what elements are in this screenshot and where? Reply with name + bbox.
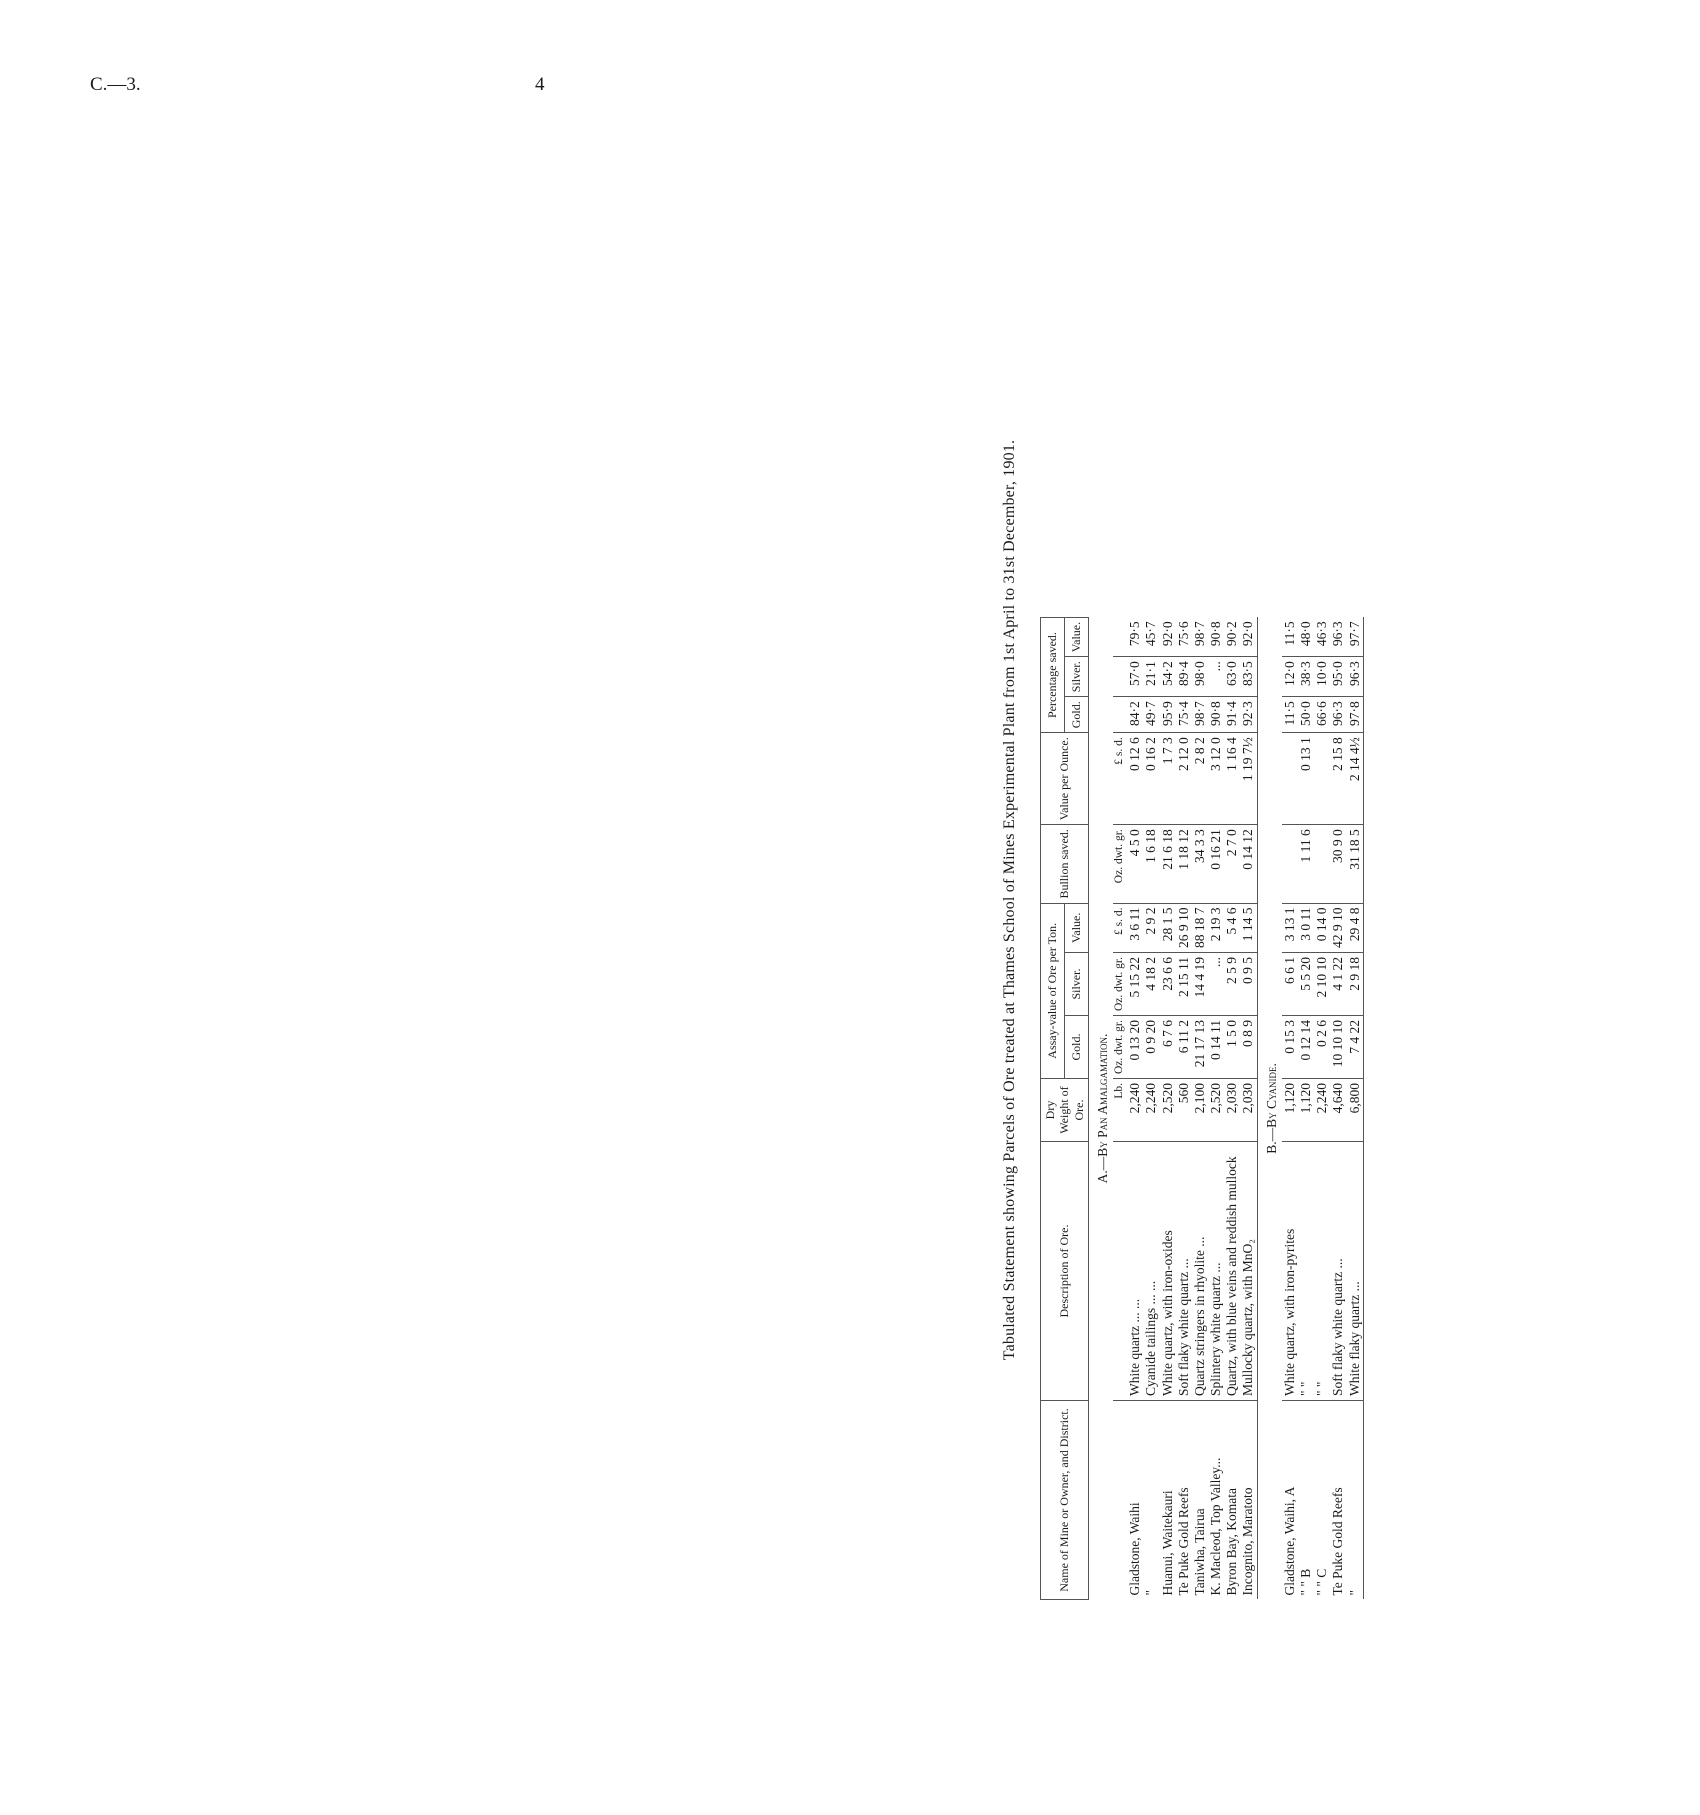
cell-vpo: 0 12 6: [1127, 733, 1143, 825]
cell-desc: White quartz, with iron-pyrites: [1282, 1142, 1298, 1401]
page-number: 4: [535, 74, 545, 95]
cell-ps: 38·3: [1298, 657, 1314, 697]
cell-pg: 49·7: [1143, 697, 1159, 733]
cell-silver: 4 1 22: [1330, 953, 1346, 1016]
cell-pg: 92·3: [1240, 697, 1257, 733]
cell-vpo: [1314, 733, 1330, 825]
cell-gold: 0 13 20: [1127, 1016, 1143, 1079]
cell-pg: 91·4: [1224, 697, 1240, 733]
cell-bullion: 30 9 0: [1330, 825, 1346, 903]
col-weight: Dry Weight of Ore.: [1041, 1079, 1089, 1142]
cell-bullion: [1282, 825, 1298, 903]
table-row: [1208, 617, 1224, 1599]
cell-gold: 6 11 2: [1176, 1016, 1192, 1079]
section-title: B.—By Cyanide.: [1263, 1063, 1279, 1154]
cell-pv: 48·0: [1298, 617, 1314, 656]
unit-cell: [1113, 1401, 1127, 1600]
cell-gold: 0 14 11: [1208, 1016, 1224, 1079]
table-body: [1089, 617, 1364, 1599]
cell-desc: Soft flaky white quartz ...: [1330, 1142, 1346, 1401]
cell-mine: Te Puke Gold Reefs: [1175, 1487, 1191, 1596]
cell-pg: 96·3: [1330, 697, 1346, 733]
table-row: [1298, 617, 1314, 1599]
cell-vpo: 1 19 7½: [1240, 733, 1257, 825]
unit-cell: Oz. dwt. gr.: [1113, 825, 1127, 903]
col-assay-silver: Silver.: [1065, 953, 1089, 1016]
cell-silver: 6 6 1: [1282, 953, 1298, 1016]
col-bullion: Bullion saved.: [1041, 825, 1089, 903]
cell-bullion: 34 3 3: [1192, 825, 1208, 903]
unit-cell: £ s. d.: [1113, 903, 1127, 953]
cell-bullion: 4 5 0: [1127, 825, 1143, 903]
table-row: [1176, 617, 1192, 1599]
cell-mine: ": [1143, 1589, 1159, 1596]
cell-vpo: 0 16 2: [1143, 733, 1159, 825]
col-pct-gold: Gold.: [1065, 697, 1089, 733]
cell-mine: " " C: [1314, 1568, 1330, 1596]
col-assay-gold: Gold.: [1065, 1016, 1089, 1079]
cell-pg: 11·5: [1282, 697, 1298, 733]
cell-pv: 90·8: [1208, 617, 1224, 656]
cell-gold: 21 17 13: [1192, 1016, 1208, 1079]
cell-desc: Soft flaky white quartz ...: [1176, 1142, 1192, 1401]
table-row: [1347, 617, 1364, 1599]
cell-ps: 96·3: [1347, 657, 1364, 697]
cell-ps: 54·2: [1160, 657, 1176, 697]
cell-gold: 0 9 20: [1143, 1016, 1159, 1079]
cell-silver: 5 15 22: [1127, 953, 1143, 1016]
cell-pv: 98·7: [1192, 617, 1208, 656]
col-pct-silver: Silver.: [1065, 657, 1089, 697]
table-row: [1160, 617, 1176, 1599]
cell-pg: 98·7: [1192, 697, 1208, 733]
cell-gold: 6 7 6: [1160, 1016, 1176, 1079]
cell-silver: 2 15 11: [1176, 953, 1192, 1016]
cell-vpo: 2 15 8: [1330, 733, 1346, 825]
unit-cell: Oz. dwt. gr.: [1113, 953, 1127, 1016]
cell-desc: Cyanide tailings ... ...: [1143, 1142, 1159, 1401]
cell-pv: 96·3: [1330, 617, 1346, 656]
cell-bullion: 0 16 21: [1208, 825, 1224, 903]
cell-pv: 46·3: [1314, 617, 1330, 656]
table-row: [1127, 617, 1143, 1599]
cell-ps: 12·0: [1282, 657, 1298, 697]
cell-wt: 2,240: [1127, 1079, 1143, 1142]
cell-value: 0 14 0: [1314, 903, 1330, 953]
cell-vpo: 3 12 0: [1208, 733, 1224, 825]
cell-silver: ...: [1208, 953, 1224, 1016]
cell-vpo: 2 12 0: [1176, 733, 1192, 825]
cell-silver: 2 9 18: [1347, 953, 1364, 1016]
page-ref: C.—3.: [90, 74, 141, 95]
cell-pg: 95·9: [1160, 697, 1176, 733]
section-heading-row: [1257, 617, 1282, 1599]
cell-pg: 84·2: [1127, 697, 1143, 733]
cell-value: 3 6 11: [1127, 903, 1143, 953]
cell-wt: 560: [1176, 1079, 1192, 1142]
cell-desc: White quartz ... ...: [1127, 1142, 1143, 1401]
cell-value: 2 9 2: [1143, 903, 1159, 953]
units-row: [1113, 617, 1127, 1599]
table-row: [1192, 617, 1208, 1599]
cell-mine: Gladstone, Waihi: [1127, 1502, 1143, 1596]
cell-mine: Huanui, Waitekauri: [1159, 1490, 1175, 1596]
table-title: Tabulated Statement showing Parcels of Ore treated at Thames School of Mines Experimental Plant from 1st April to 31st December, 1901.: [1001, 439, 1018, 1361]
cell-vpo: 1 7 3: [1160, 733, 1176, 825]
cell-bullion: 1 6 18: [1143, 825, 1159, 903]
cell-value: 29 4 8: [1347, 903, 1364, 953]
col-mine: Name of Mine or Owner, and District.: [1041, 1401, 1089, 1600]
cell-pg: 75·4: [1176, 697, 1192, 733]
cell-wt: 2,240: [1143, 1079, 1159, 1142]
cell-wt: 2,240: [1314, 1079, 1330, 1142]
cell-mine: Te Puke Gold Reefs: [1330, 1487, 1346, 1596]
cell-gold: 0 8 9: [1240, 1016, 1257, 1079]
col-value-per-ounce: Value per Ounce.: [1041, 733, 1089, 825]
col-description: Description of Ore.: [1041, 1142, 1089, 1401]
cell-ps: 83·5: [1240, 657, 1257, 697]
cell-bullion: 2 7 0: [1224, 825, 1240, 903]
cell-value: 28 1 5: [1160, 903, 1176, 953]
cell-silver: 5 5 20: [1298, 953, 1314, 1016]
cell-value: 3 0 11: [1298, 903, 1314, 953]
cell-pv: 79·5: [1127, 617, 1143, 656]
cell-ps: ...: [1208, 657, 1224, 697]
cell-bullion: 1 11 6: [1298, 825, 1314, 903]
cell-gold: 0 2 6: [1314, 1016, 1330, 1079]
cell-desc: Splintery white quartz ...: [1208, 1142, 1224, 1401]
cell-mine: Byron Bay, Komata: [1224, 1488, 1240, 1596]
cell-vpo: 0 13 1: [1298, 733, 1314, 825]
cell-gold: 0 15 3: [1282, 1016, 1298, 1079]
cell-mine: Taniwha, Tairua: [1191, 1508, 1207, 1596]
cell-mine: ": [1347, 1401, 1364, 1600]
section-heading-row: [1089, 617, 1114, 1599]
cell-wt: 4,640: [1330, 1079, 1346, 1142]
unit-cell: [1113, 697, 1127, 733]
cell-gold: 1 5 0: [1224, 1016, 1240, 1079]
cell-bullion: 0 14 12: [1240, 825, 1257, 903]
table-row: [1240, 617, 1257, 1599]
rotated-table-page: [1000, 200, 1700, 1660]
cell-bullion: 31 18 5: [1347, 825, 1364, 903]
table-row: [1143, 617, 1159, 1599]
cell-vpo: 2 8 2: [1192, 733, 1208, 825]
unit-cell: [1113, 617, 1127, 656]
cell-mine: " " B: [1298, 1568, 1314, 1596]
cell-pg: 97·8: [1347, 697, 1364, 733]
col-percentage: Percentage saved.: [1041, 617, 1065, 732]
cell-value: 26 9 10: [1176, 903, 1192, 953]
ore-table: [1040, 617, 1364, 1600]
cell-pv: 75·6: [1176, 617, 1192, 656]
cell-ps: 10·0: [1314, 657, 1330, 697]
table-row: [1282, 617, 1298, 1599]
cell-vpo: 1 16 4: [1224, 733, 1240, 825]
cell-silver: 14 4 19: [1192, 953, 1208, 1016]
col-pct-value: Value.: [1065, 617, 1089, 656]
cell-ps: 21·1: [1143, 657, 1159, 697]
cell-bullion: [1314, 825, 1330, 903]
unit-cell: Lb.: [1113, 1079, 1127, 1142]
cell-pv: 90·2: [1224, 617, 1240, 656]
cell-desc: Quartz stringers in rhyolite ...: [1192, 1142, 1208, 1401]
cell-desc: White flaky quartz ...: [1347, 1142, 1364, 1401]
cell-value: 1 14 5: [1240, 903, 1257, 953]
cell-desc: " ": [1298, 1142, 1314, 1401]
cell-value: 88 18 7: [1192, 903, 1208, 953]
cell-value: 5 4 6: [1224, 903, 1240, 953]
cell-pv: 97·7: [1347, 617, 1364, 656]
unit-cell: [1113, 657, 1127, 697]
cell-mine: Gladstone, Waihi, A: [1281, 1486, 1297, 1596]
cell-pv: 92·0: [1240, 617, 1257, 656]
cell-wt: 2,520: [1160, 1079, 1176, 1142]
table-row: [1314, 617, 1330, 1599]
cell-wt: 2,030: [1240, 1079, 1257, 1142]
cell-silver: 2 10 10: [1314, 953, 1330, 1016]
cell-mine: Incognito, Maratoto: [1240, 1401, 1257, 1600]
section-title: A.—By Pan Amalgamation.: [1095, 1033, 1111, 1184]
cell-silver: 4 18 2: [1143, 953, 1159, 1016]
unit-cell: Oz. dwt. gr.: [1113, 1016, 1127, 1079]
cell-bullion: 21 6 18: [1160, 825, 1176, 903]
cell-gold: 10 10 10: [1330, 1016, 1346, 1079]
cell-pg: 90·8: [1208, 697, 1224, 733]
cell-gold: 0 12 14: [1298, 1016, 1314, 1079]
cell-vpo: [1282, 733, 1298, 825]
cell-wt: 1,120: [1298, 1079, 1314, 1142]
cell-pg: 66·6: [1314, 697, 1330, 733]
cell-wt: 2,520: [1208, 1079, 1224, 1142]
cell-value: 2 19 3: [1208, 903, 1224, 953]
cell-ps: 89·4: [1176, 657, 1192, 697]
cell-desc: Mullocky quartz, with MnO₂: [1240, 1142, 1257, 1401]
cell-ps: 95·0: [1330, 657, 1346, 697]
cell-gold: 7 4 22: [1347, 1016, 1364, 1079]
cell-value: 3 13 1: [1282, 903, 1298, 953]
cell-desc: " ": [1314, 1142, 1330, 1401]
cell-silver: 23 6 6: [1160, 953, 1176, 1016]
cell-wt: 1,120: [1282, 1079, 1298, 1142]
unit-cell: [1113, 1142, 1127, 1401]
table-row: [1224, 617, 1240, 1599]
cell-pg: 50·0: [1298, 697, 1314, 733]
cell-pv: 45·7: [1143, 617, 1159, 656]
unit-cell: £ s. d.: [1113, 733, 1127, 825]
cell-desc: Quartz, with blue veins and reddish mullock: [1224, 1142, 1240, 1401]
cell-ps: 57·0: [1127, 657, 1143, 697]
cell-ps: 98·0: [1192, 657, 1208, 697]
cell-vpo: 2 14 4½: [1347, 733, 1364, 825]
cell-wt: 6,800: [1347, 1079, 1364, 1142]
cell-pv: 92·0: [1160, 617, 1176, 656]
cell-bullion: 1 18 12: [1176, 825, 1192, 903]
cell-pv: 11·5: [1282, 617, 1298, 656]
cell-silver: 0 9 5: [1240, 953, 1257, 1016]
cell-wt: 2,030: [1224, 1079, 1240, 1142]
cell-desc: White quartz, with iron-oxides: [1160, 1142, 1176, 1401]
table-row: [1330, 617, 1346, 1599]
cell-value: 42 9 10: [1330, 903, 1346, 953]
cell-ps: 63·0: [1224, 657, 1240, 697]
cell-wt: 2,100: [1192, 1079, 1208, 1142]
col-assay-value: Value.: [1065, 903, 1089, 953]
col-assay: Assay-value of Ore per Ton.: [1041, 903, 1065, 1078]
cell-mine: K. Macleod, Top Valley...: [1208, 1457, 1224, 1596]
cell-silver: 2 5 9: [1224, 953, 1240, 1016]
